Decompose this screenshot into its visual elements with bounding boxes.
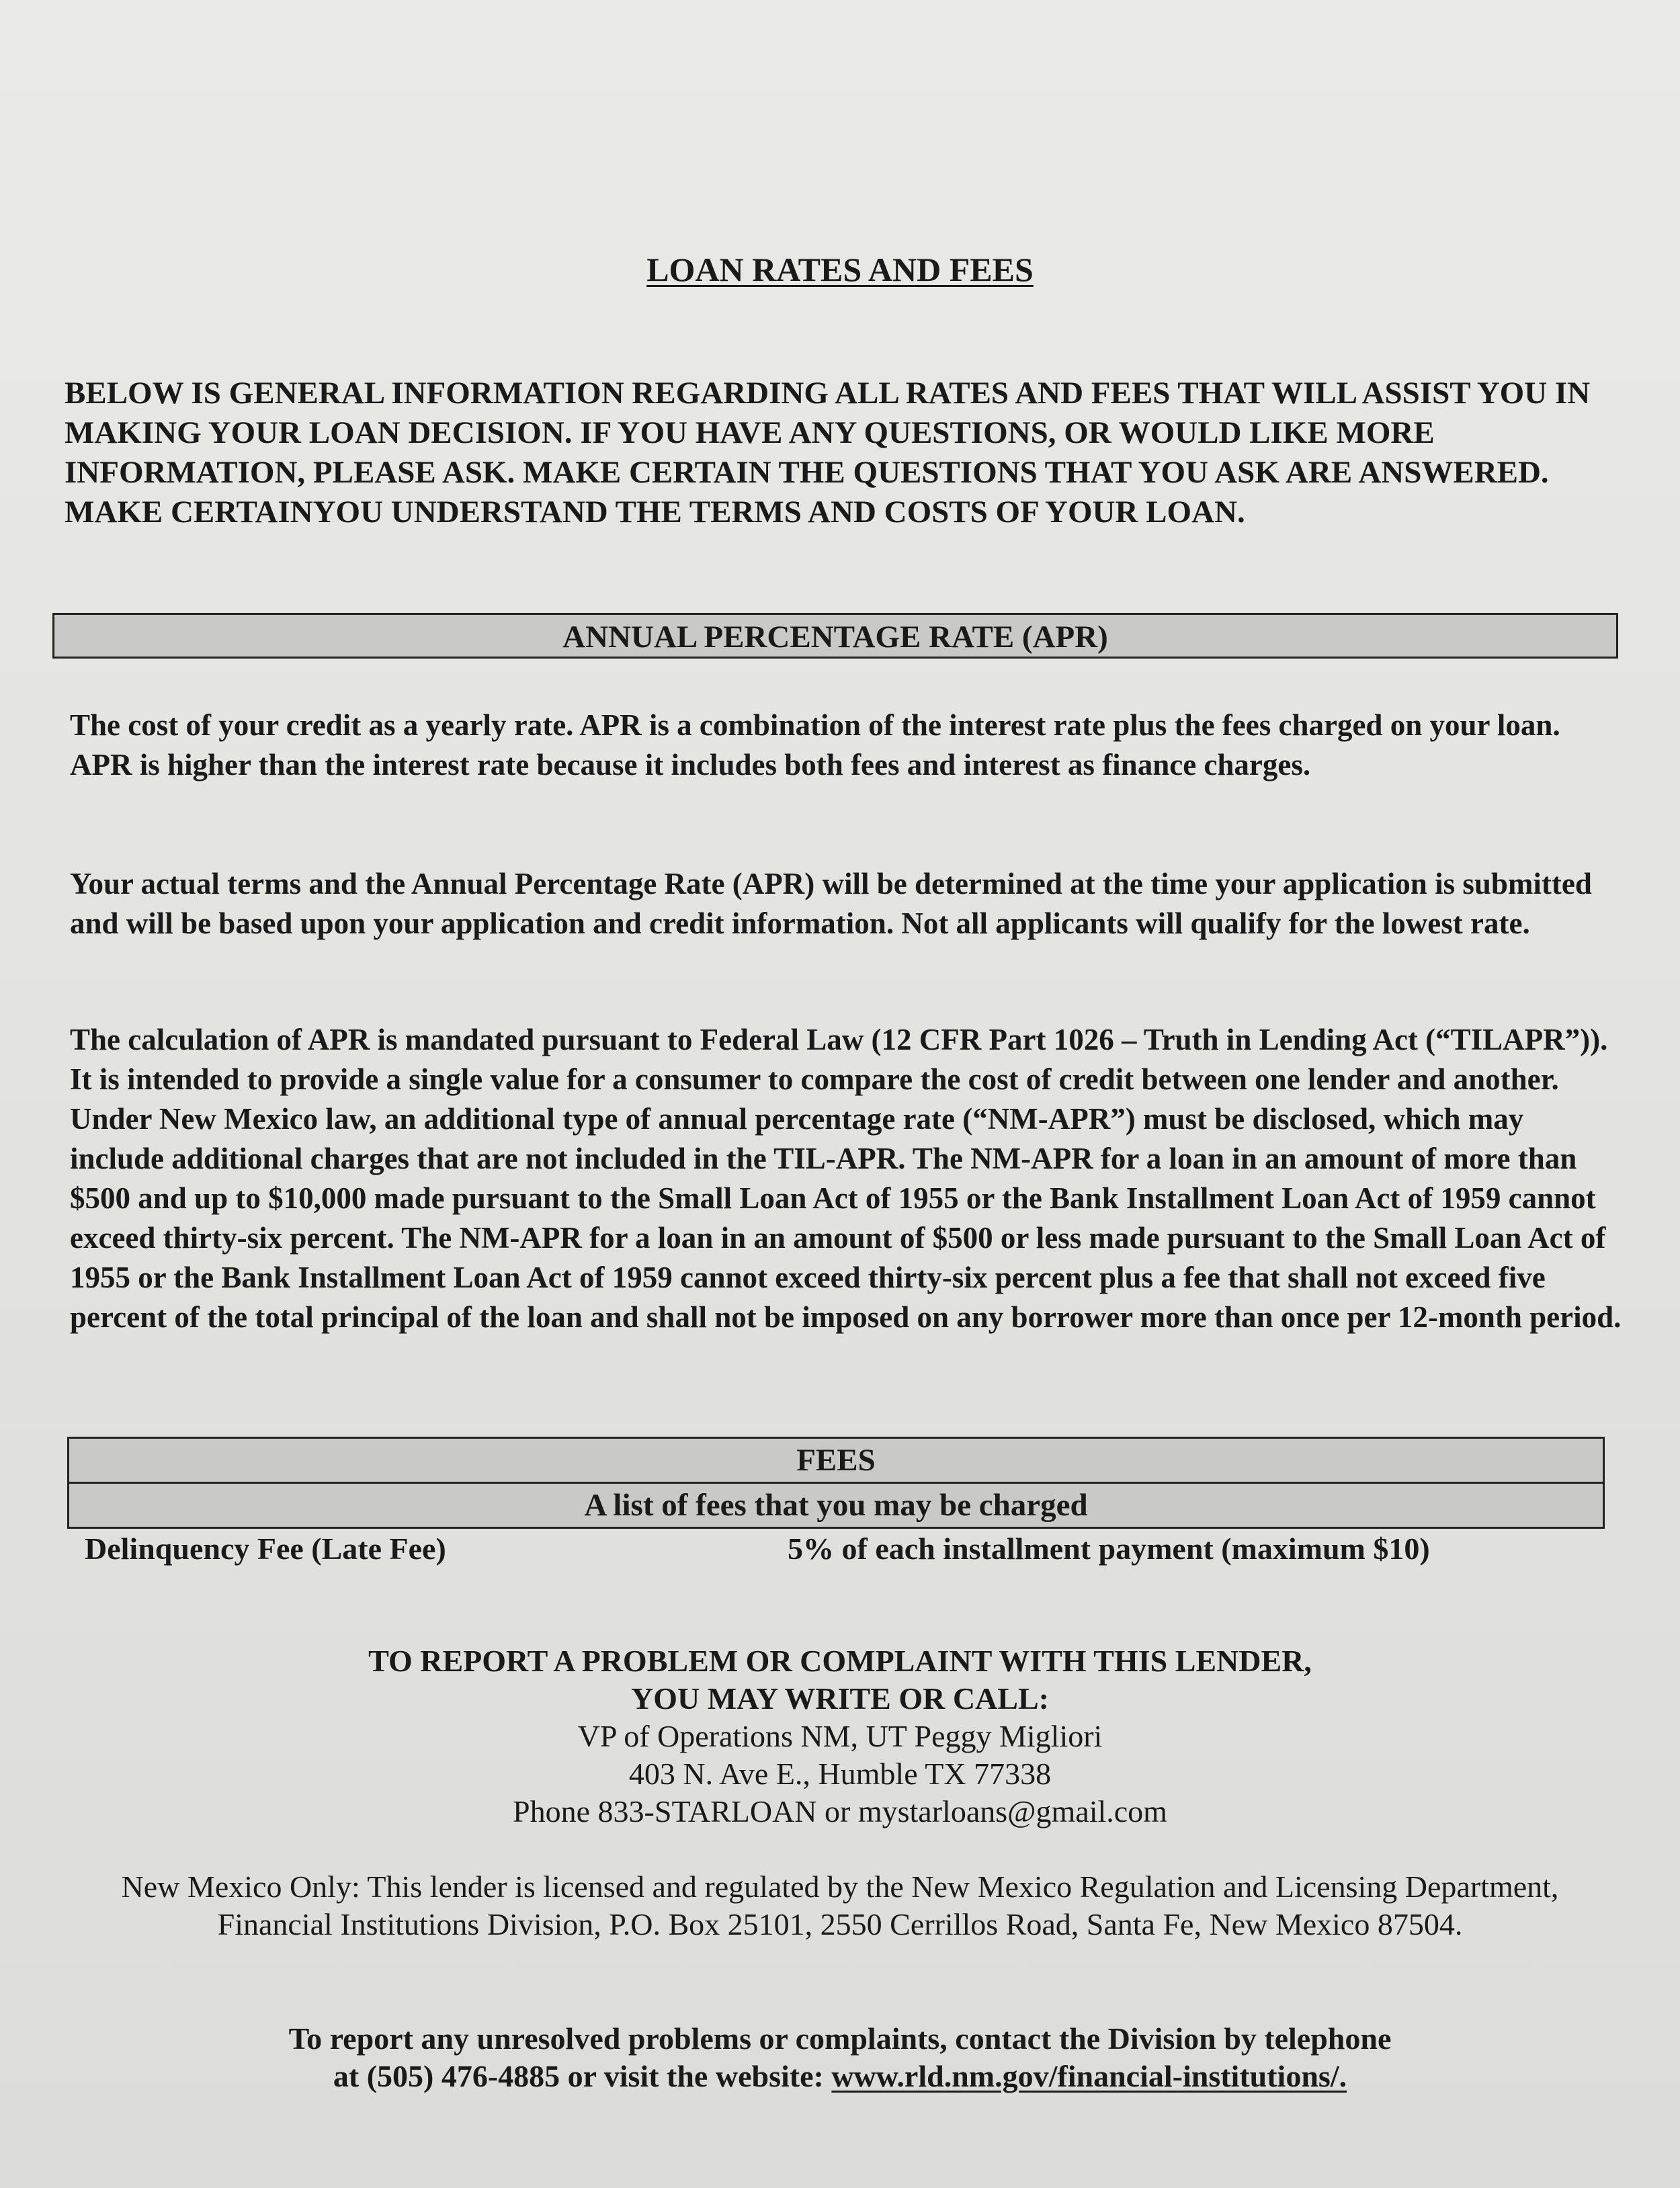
apr-section-heading: ANNUAL PERCENTAGE RATE (APR) xyxy=(52,613,1618,659)
division-website-link[interactable]: www.rld.nm.gov/financial-institutions/. xyxy=(831,2059,1347,2093)
complaint-heading-line-1: TO REPORT A PROBLEM OR COMPLAINT WITH THIS LENDER, xyxy=(368,1644,1312,1678)
complaint-contact-block xyxy=(0,1642,1680,1831)
fee-name: Delinquency Fee (Late Fee) xyxy=(85,1531,446,1566)
apr-paragraph-3: The calculation of APR is mandated pursuant to Federal Law (12 CFR Part 1026 – Truth in Lending Act (“TILAPR”)). It is intended to provide a single value for a consumer to compare the cost of credit between one lender and another. Under New Mexico law, an additional type of annual percentage rate (“NM-APR”) must be disclosed, which may include additional charges that are not included in the TIL-APR. The NM-APR for a loan in an amount of more than $500 and up to $10,000 made pursuant to the Small Loan Act of 1955 or the Bank Installment Loan Act of 1959 cannot exceed thirty-six percent. The NM-APR for a loan in an amount of $500 or less made pursuant to the Small Loan Act of 1955 or the Bank Installment Loan Act of 1959 cannot exceed thirty-six percent plus a fee that shall not exceed five percent of the total principal of the loan and shall not be imposed on any borrower more than once per 12-month period. xyxy=(70,1023,1622,1334)
unresolved-line-1: To report any unresolved problems or complaints, contact the Division by telephone xyxy=(288,2021,1392,2056)
unresolved-complaints-block xyxy=(134,2020,1546,2095)
apr-paragraph-2: Your actual terms and the Annual Percentage Rate (APR) will be determined at the time your application is submitted and will be based upon your application and credit information. Not all applicants will qualify for the lowest rate. xyxy=(70,867,1592,940)
unresolved-line-2 xyxy=(134,2058,1546,2095)
contact-name: VP of Operations NM, UT Peggy Migliori xyxy=(577,1719,1103,1753)
apr-paragraph-1: The cost of your credit as a yearly rate. APR is a combination of the interest rate plus the fees charged on your loan. APR is higher than the interest rate because it includes both fees and interest as finance charges. xyxy=(70,708,1560,782)
fees-heading: FEES xyxy=(69,1439,1603,1484)
fee-value: 5% of each installment payment (maximum $10) xyxy=(788,1531,1430,1566)
new-mexico-notice: New Mexico Only: This lender is licensed and regulated by the New Mexico Regulation and Licensing Department, Financial Institutions Division, P.O. Box 25101, 2550 Cerrillos Road, Santa Fe, New Mexico 87504. xyxy=(121,1869,1559,1941)
intro-paragraph: BELOW IS GENERAL INFORMATION REGARDING ALL RATES AND FEES THAT WILL ASSIST YOU IN MAKING YOUR LOAN DECISION. IF YOU HAVE ANY QUESTIONS, OR WOULD LIKE MORE INFORMATION, PLEASE ASK. MAKE CERTAIN THE QUESTIONS THAT YOU ASK ARE ANSWERED. MAKE CERTAINYOU UNDERSTAND THE TERMS AND COSTS OF YOUR LOAN. xyxy=(65,376,1591,530)
unresolved-phone-text: at (505) 476-4885 or visit the website: xyxy=(333,2059,832,2093)
document-title: LOAN RATES AND FEES xyxy=(646,251,1034,288)
fees-subheading: A list of fees that you may be charged xyxy=(69,1484,1603,1527)
contact-address: 403 N. Ave E., Humble TX 77338 xyxy=(628,1757,1052,1791)
fees-table xyxy=(67,1437,1605,1529)
contact-phone-email: Phone 833-STARLOAN or mystarloans@gmail.com xyxy=(513,1794,1167,1828)
complaint-heading-line-2: YOU MAY WRITE OR CALL: xyxy=(631,1681,1049,1716)
